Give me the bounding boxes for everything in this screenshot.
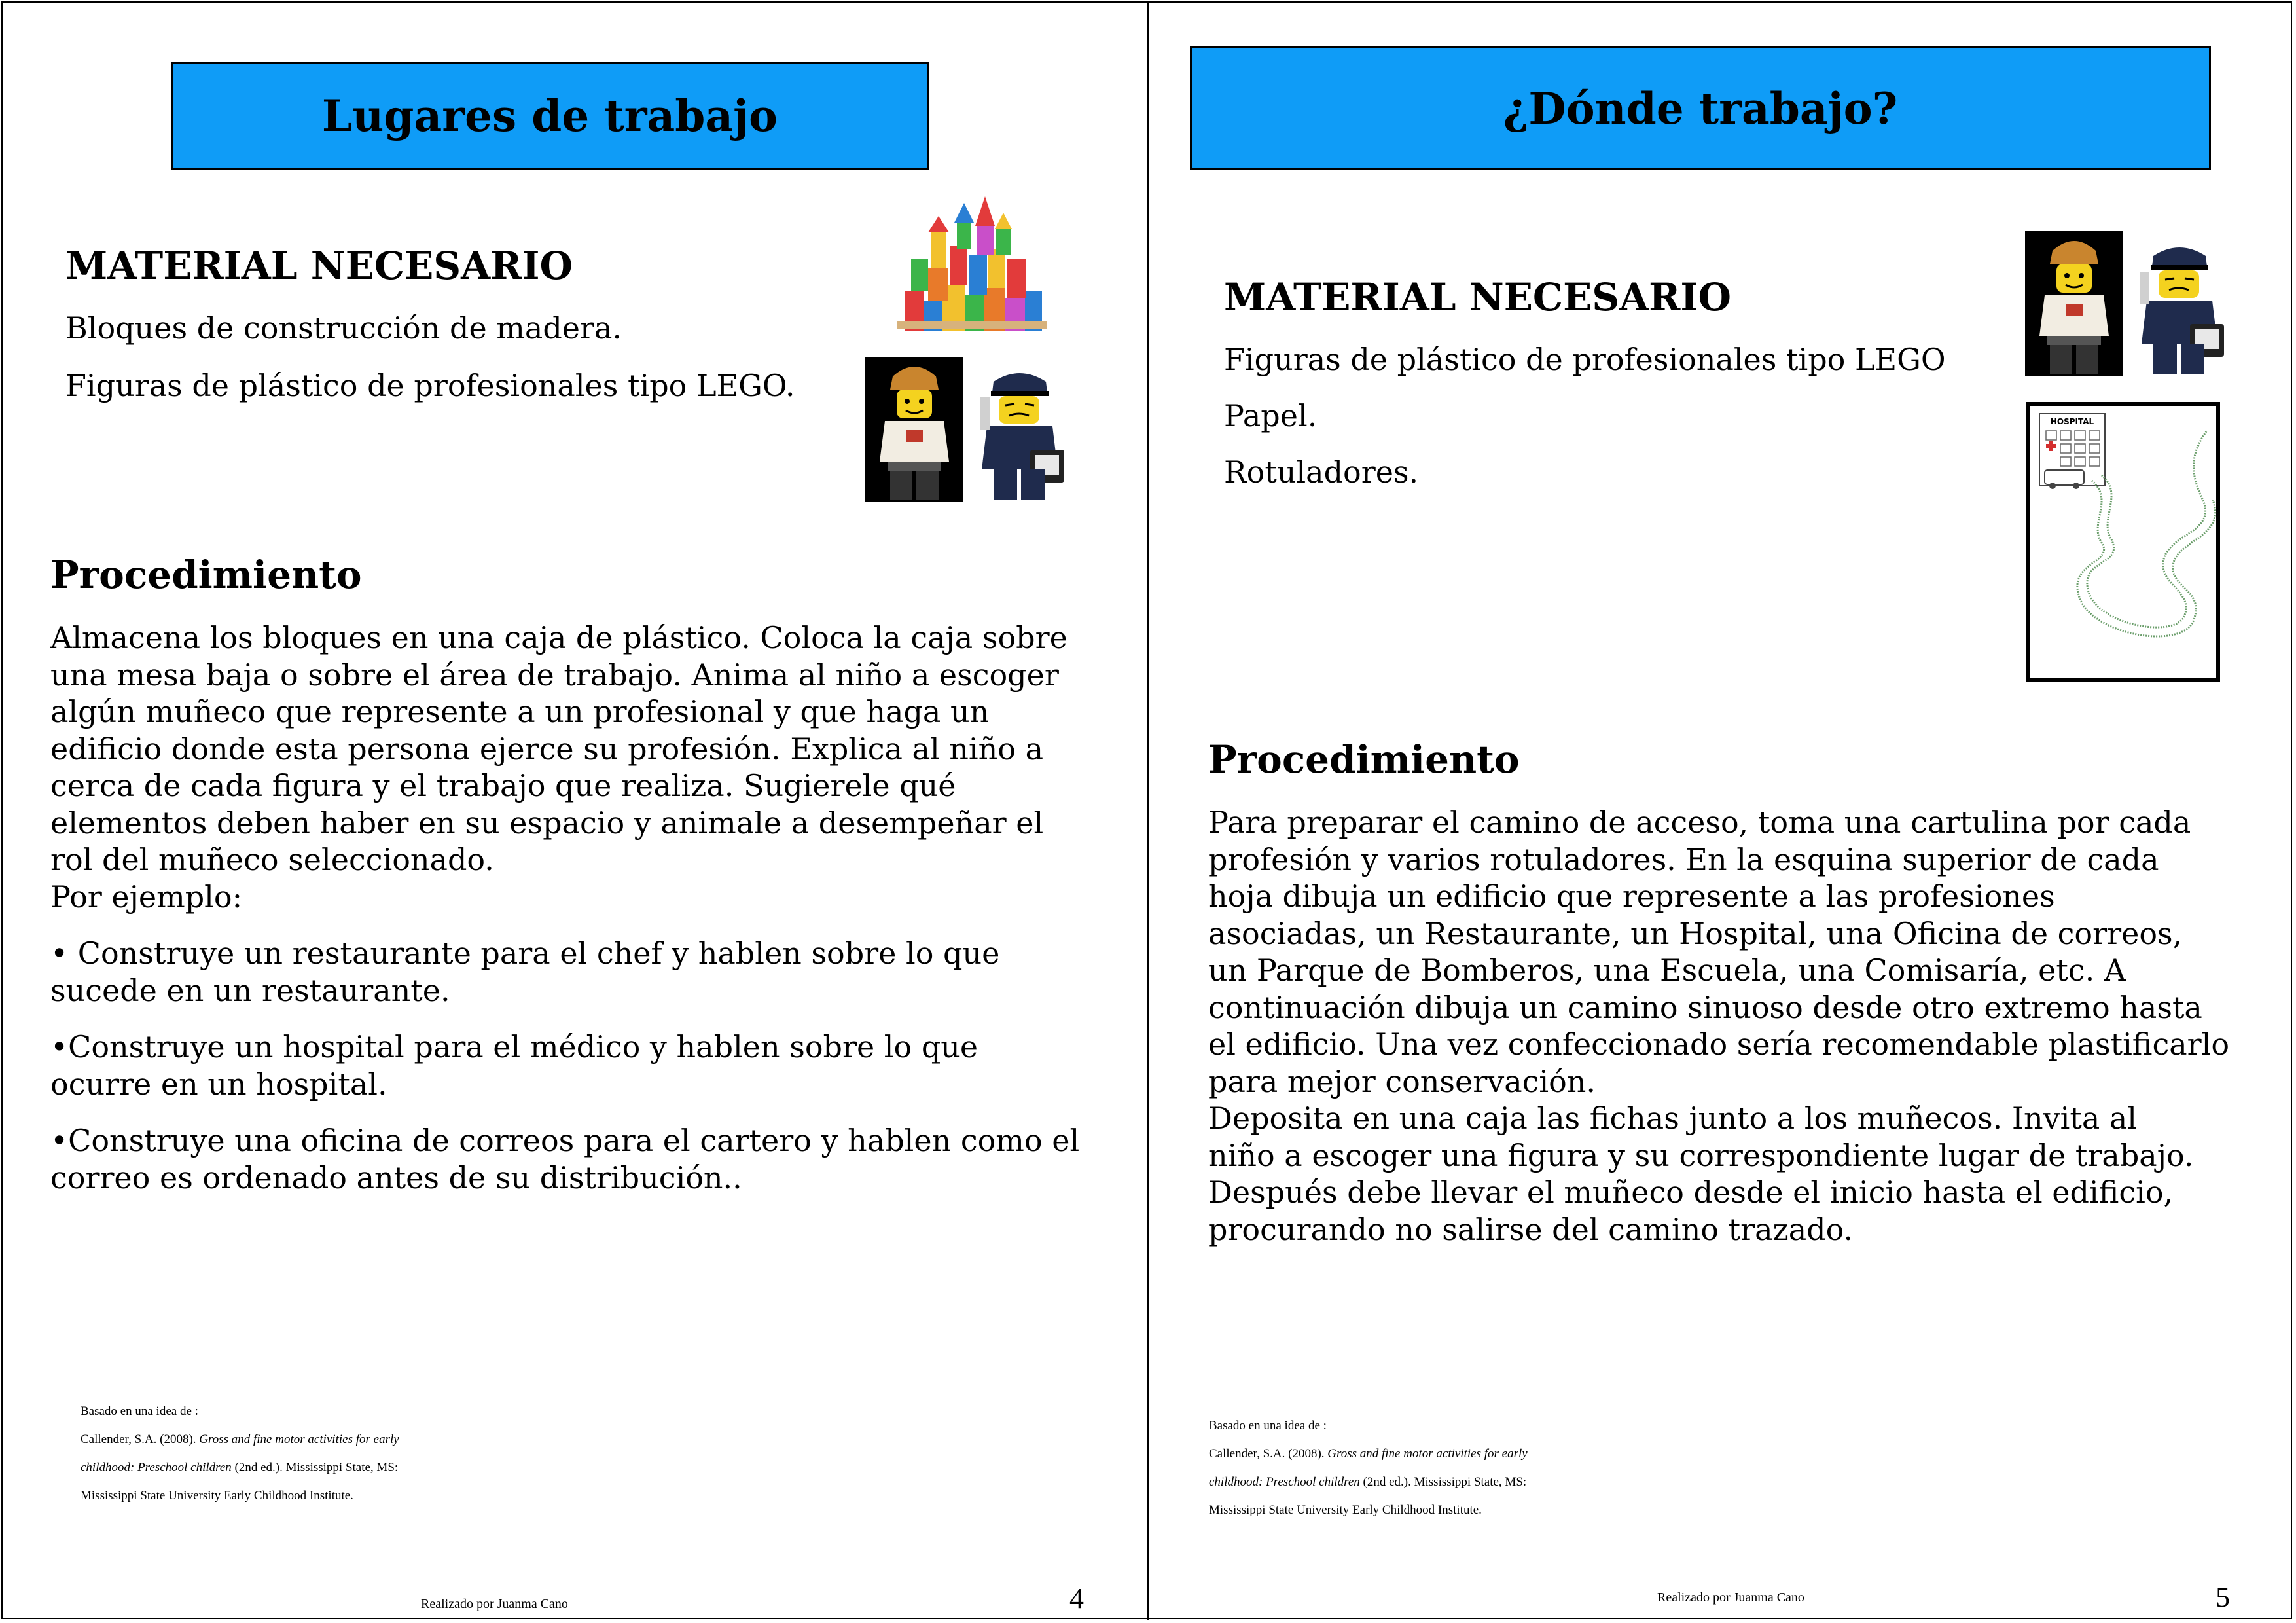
procedure-line: niño a escoger una figura y su correspondiente lugar de trabajo. <box>1208 1137 2194 1173</box>
wooden-blocks-image <box>891 193 1052 342</box>
lego-police-figure <box>2127 232 2232 376</box>
hospital-card-label: HOSPITAL <box>2050 417 2094 426</box>
procedure-line: un Parque de Bomberos, una Escuela, una Comisaría, etc. A <box>1208 953 2126 988</box>
footer-author: Realizado por Juanma Cano <box>1657 1590 1804 1605</box>
procedure-heading: Procedimiento <box>50 553 362 597</box>
material-item: Figuras de plástico de profesionales tipo LEGO <box>1224 342 1946 377</box>
page-5 <box>1149 0 2296 1623</box>
page-number: 5 <box>2215 1581 2230 1613</box>
lego-firefighter-figure <box>865 357 963 502</box>
material-item: Papel. <box>1224 398 1318 433</box>
reference-line: Mississippi State University Early Childhood Institute. <box>1209 1503 1482 1517</box>
procedure-line: edificio donde esta persona ejerce su profesión. Explica al niño a <box>50 731 1043 767</box>
page-number: 4 <box>1069 1582 1084 1614</box>
title-banner <box>171 62 929 170</box>
procedure-line: Por ejemplo: <box>50 879 243 915</box>
procedure-text <box>50 619 1124 1196</box>
procedure-line: elementos deben haber en su espacio y animale a desempeñar el <box>50 805 1044 841</box>
procedure-heading: Procedimiento <box>1208 737 1520 782</box>
material-heading: MATERIAL NECESARIO <box>65 244 573 288</box>
hospital-path-card <box>2026 402 2220 682</box>
reference-line: Mississippi State University Early Childhood Institute. <box>81 1489 353 1503</box>
material-heading: MATERIAL NECESARIO <box>1224 275 1732 319</box>
procedure-line: una mesa baja o sobre el área de trabajo. Anima al niño a escoger <box>50 657 1059 693</box>
bullet-item: • Construye un restaurante para el chef y hablen sobre lo que sucede en un restaurante. <box>50 936 1000 1008</box>
reference-line: childhood: Preschool children (2nd ed.). Mississippi State, MS: <box>1209 1475 1527 1489</box>
reference-block <box>81 1397 399 1510</box>
procedure-line: algún muñeco que represente a un profesional y que haga un <box>50 694 990 729</box>
reference-block <box>1209 1412 1528 1524</box>
bullet-item: •Construye un hospital para el médico y hablen sobre lo que ocurre en un hospital. <box>50 1029 978 1102</box>
procedure-line: el edificio. Una vez confeccionado sería recomendable plastificarlo <box>1208 1027 2230 1062</box>
title-banner <box>1190 46 2211 170</box>
procedure-line: procurando no salirse del camino trazado. <box>1208 1211 1854 1247</box>
procedure-text <box>1208 804 2282 1248</box>
material-item: Bloques de construcción de madera. <box>65 310 622 346</box>
procedure-line: para mejor conservación. <box>1208 1063 1596 1099</box>
reference-line: childhood: Preschool children (2nd ed.). Mississippi State, MS: <box>81 1461 399 1474</box>
procedure-line: hoja dibuja un edificio que represente a las profesiones <box>1208 879 2055 914</box>
bullet-item: •Construye una oficina de correos para el cartero y hablen como el correo es ordenado antes de su distribución.. <box>50 1123 1080 1195</box>
procedure-line: asociadas, un Restaurante, un Hospital, una Oficina de correos, <box>1208 915 2183 951</box>
procedure-line: Almacena los bloques en una caja de plástico. Coloca la caja sobre <box>50 620 1067 655</box>
procedure-line: rol del muñeco seleccionado. <box>50 842 494 877</box>
reference-intro: Basado en una idea de : <box>1209 1419 1327 1432</box>
lego-police-figure <box>967 358 1072 502</box>
lego-firefighter-figure <box>2025 231 2123 376</box>
material-item: Figuras de plástico de profesionales tipo LEGO. <box>65 368 795 403</box>
reference-intro: Basado en una idea de : <box>81 1404 198 1418</box>
footer-author: Realizado por Juanma Cano <box>421 1597 568 1611</box>
page-title: Lugares de trabajo <box>321 90 778 141</box>
procedure-line: Deposita en una caja las fichas junto a los muñecos. Invita al <box>1208 1101 2138 1136</box>
material-item: Rotuladores. <box>1224 454 1419 490</box>
page-title: ¿Dónde trabajo? <box>1503 82 1898 134</box>
procedure-line: profesión y varios rotuladores. En la esquina superior de cada <box>1208 841 2159 877</box>
reference-line: Callender, S.A. (2008). Gross and fine motor activities for early <box>1209 1447 1528 1461</box>
reference-line: Callender, S.A. (2008). Gross and fine motor activities for early <box>81 1432 399 1446</box>
procedure-line: Para preparar el camino de acceso, toma una cartulina por cada <box>1208 805 2191 840</box>
procedure-line: cerca de cada figura y el trabajo que realiza. Sugierele qué <box>50 768 956 803</box>
procedure-line: continuación dibuja un camino sinuoso desde otro extremo hasta <box>1208 989 2202 1025</box>
page-4 <box>0 0 1147 1623</box>
procedure-line: Después debe llevar el muñeco desde el inicio hasta el edificio, <box>1208 1175 2174 1210</box>
